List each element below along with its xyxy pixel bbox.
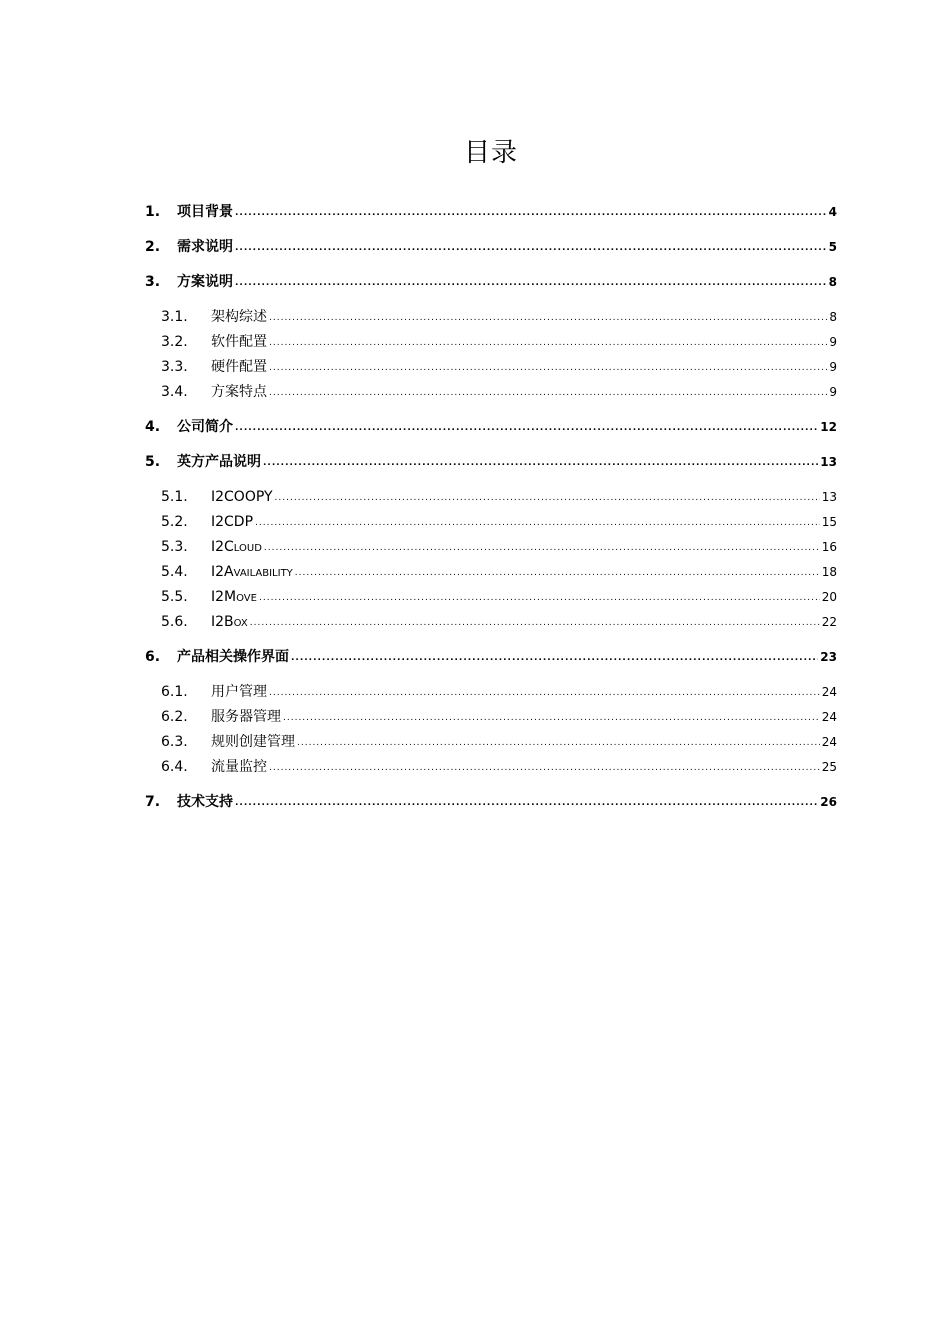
toc-entry-number: 5.1. — [161, 489, 188, 505]
toc-entry-page: 13 — [821, 490, 837, 504]
toc-entry-page: 22 — [821, 615, 837, 629]
toc-entry-label: 软件配置 — [211, 334, 267, 350]
toc-subentry[interactable] — [145, 305, 837, 330]
toc-entry-label: 规则创建管理 — [211, 734, 295, 750]
toc-leader-dots — [255, 511, 820, 536]
toc-subentry[interactable] — [145, 510, 837, 535]
toc-entry-number: 5. — [145, 454, 161, 470]
toc-subentry[interactable] — [145, 380, 837, 405]
toc-leader-dots — [269, 306, 827, 331]
toc-leader-dots — [297, 731, 820, 756]
toc-entry-number: 5.2. — [161, 514, 188, 530]
toc-leader-dots — [295, 561, 820, 586]
toc-leader-dots — [269, 681, 820, 706]
toc-entry[interactable] — [145, 790, 837, 815]
toc-leader-dots — [250, 611, 820, 636]
toc-entry-label: I2Availability — [211, 564, 293, 580]
toc-entry-number: 2. — [145, 239, 161, 255]
toc-entry-label: 服务器管理 — [211, 709, 281, 725]
toc-subentry[interactable] — [145, 485, 837, 510]
toc-entry-label: 英方产品说明 — [177, 454, 261, 470]
toc-entry-page: 16 — [821, 540, 837, 554]
toc-entry-number: 1. — [145, 204, 161, 220]
toc-entry-label: I2COOPY — [211, 489, 273, 505]
toc-entry-label: 公司简介 — [177, 419, 233, 435]
toc-entry[interactable] — [145, 200, 837, 225]
toc-leader-dots — [283, 706, 820, 731]
toc-entry-number: 3.3. — [161, 359, 188, 375]
toc-entry[interactable] — [145, 270, 837, 295]
toc-entry[interactable] — [145, 450, 837, 475]
toc-entry-page: 24 — [821, 710, 837, 724]
toc-leader-dots — [269, 356, 827, 381]
toc-entry-page: 26 — [820, 795, 837, 809]
toc-leader-dots — [275, 486, 820, 511]
toc-subentry[interactable] — [145, 730, 837, 755]
toc-entry-label: 需求说明 — [177, 239, 233, 255]
toc-subentry[interactable] — [145, 705, 837, 730]
table-of-contents — [145, 200, 837, 815]
toc-entry[interactable] — [145, 645, 837, 670]
toc-leader-dots — [269, 331, 827, 356]
toc-entry-label: I2Box — [211, 614, 248, 630]
toc-leader-dots — [291, 646, 818, 671]
toc-entry-label: 硬件配置 — [211, 359, 267, 375]
toc-entry-label: 项目背景 — [177, 204, 233, 220]
toc-subentry[interactable] — [145, 330, 837, 355]
toc-entry-number: 5.6. — [161, 614, 188, 630]
toc-entry-number: 5.3. — [161, 539, 188, 555]
toc-subentry[interactable] — [145, 680, 837, 705]
toc-entry-label: 产品相关操作界面 — [177, 649, 289, 665]
toc-leader-dots — [235, 271, 827, 296]
toc-entry-label: 用户管理 — [211, 684, 267, 700]
toc-leader-dots — [264, 536, 820, 561]
toc-entry-page: 23 — [820, 650, 837, 664]
toc-entry-label: 方案说明 — [177, 274, 233, 290]
toc-entry-number: 6.1. — [161, 684, 188, 700]
toc-entry-label: 技术支持 — [177, 794, 233, 810]
toc-leader-dots — [235, 791, 818, 816]
toc-entry-number: 3. — [145, 274, 161, 290]
toc-entry-number: 3.2. — [161, 334, 188, 350]
toc-subentry[interactable] — [145, 560, 837, 585]
toc-entry-label: I2Move — [211, 589, 257, 605]
toc-entry-number: 5.5. — [161, 589, 188, 605]
toc-entry-number: 7. — [145, 794, 161, 810]
toc-entry-label: I2Cloud — [211, 539, 262, 555]
toc-title: 目录 — [463, 138, 518, 168]
toc-entry-page: 8 — [828, 275, 837, 289]
toc-subentry[interactable] — [145, 585, 837, 610]
toc-entry-page: 25 — [821, 760, 837, 774]
toc-entry-number: 6.4. — [161, 759, 188, 775]
toc-subentry[interactable] — [145, 535, 837, 560]
toc-entry[interactable] — [145, 235, 837, 260]
toc-entry-number: 6.3. — [161, 734, 188, 750]
toc-entry-number: 6.2. — [161, 709, 188, 725]
toc-entry-number: 6. — [145, 649, 161, 665]
toc-entry-page: 4 — [828, 205, 837, 219]
toc-entry-page: 24 — [821, 685, 837, 699]
toc-entry[interactable] — [145, 415, 837, 440]
toc-entry-number: 3.1. — [161, 309, 188, 325]
toc-entry-page: 9 — [829, 360, 837, 374]
toc-entry-page: 5 — [828, 240, 837, 254]
toc-entry-page: 18 — [821, 565, 837, 579]
toc-leader-dots — [263, 451, 818, 476]
toc-entry-number: 4. — [145, 419, 161, 435]
toc-subentry[interactable] — [145, 755, 837, 780]
toc-subentry[interactable] — [145, 610, 837, 635]
toc-leader-dots — [235, 201, 827, 226]
toc-leader-dots — [235, 416, 818, 441]
toc-entry-label: 架构综述 — [211, 309, 267, 325]
toc-entry-page: 8 — [829, 310, 837, 324]
toc-leader-dots — [259, 586, 820, 611]
toc-leader-dots — [235, 236, 827, 261]
toc-subentry[interactable] — [145, 355, 837, 380]
toc-entry-page: 9 — [829, 385, 837, 399]
toc-entry-page: 15 — [821, 515, 837, 529]
toc-entry-number: 5.4. — [161, 564, 188, 580]
toc-entry-page: 13 — [820, 455, 837, 469]
toc-entry-page: 9 — [829, 335, 837, 349]
toc-entry-label: I2CDP — [211, 514, 254, 530]
toc-entry-page: 12 — [820, 420, 837, 434]
toc-leader-dots — [269, 381, 827, 406]
toc-entry-label: 流量监控 — [211, 759, 267, 775]
toc-entry-page: 20 — [821, 590, 837, 604]
toc-entry-page: 24 — [821, 735, 837, 749]
toc-entry-label: 方案特点 — [211, 384, 267, 400]
toc-entry-number: 3.4. — [161, 384, 188, 400]
toc-leader-dots — [269, 756, 820, 781]
